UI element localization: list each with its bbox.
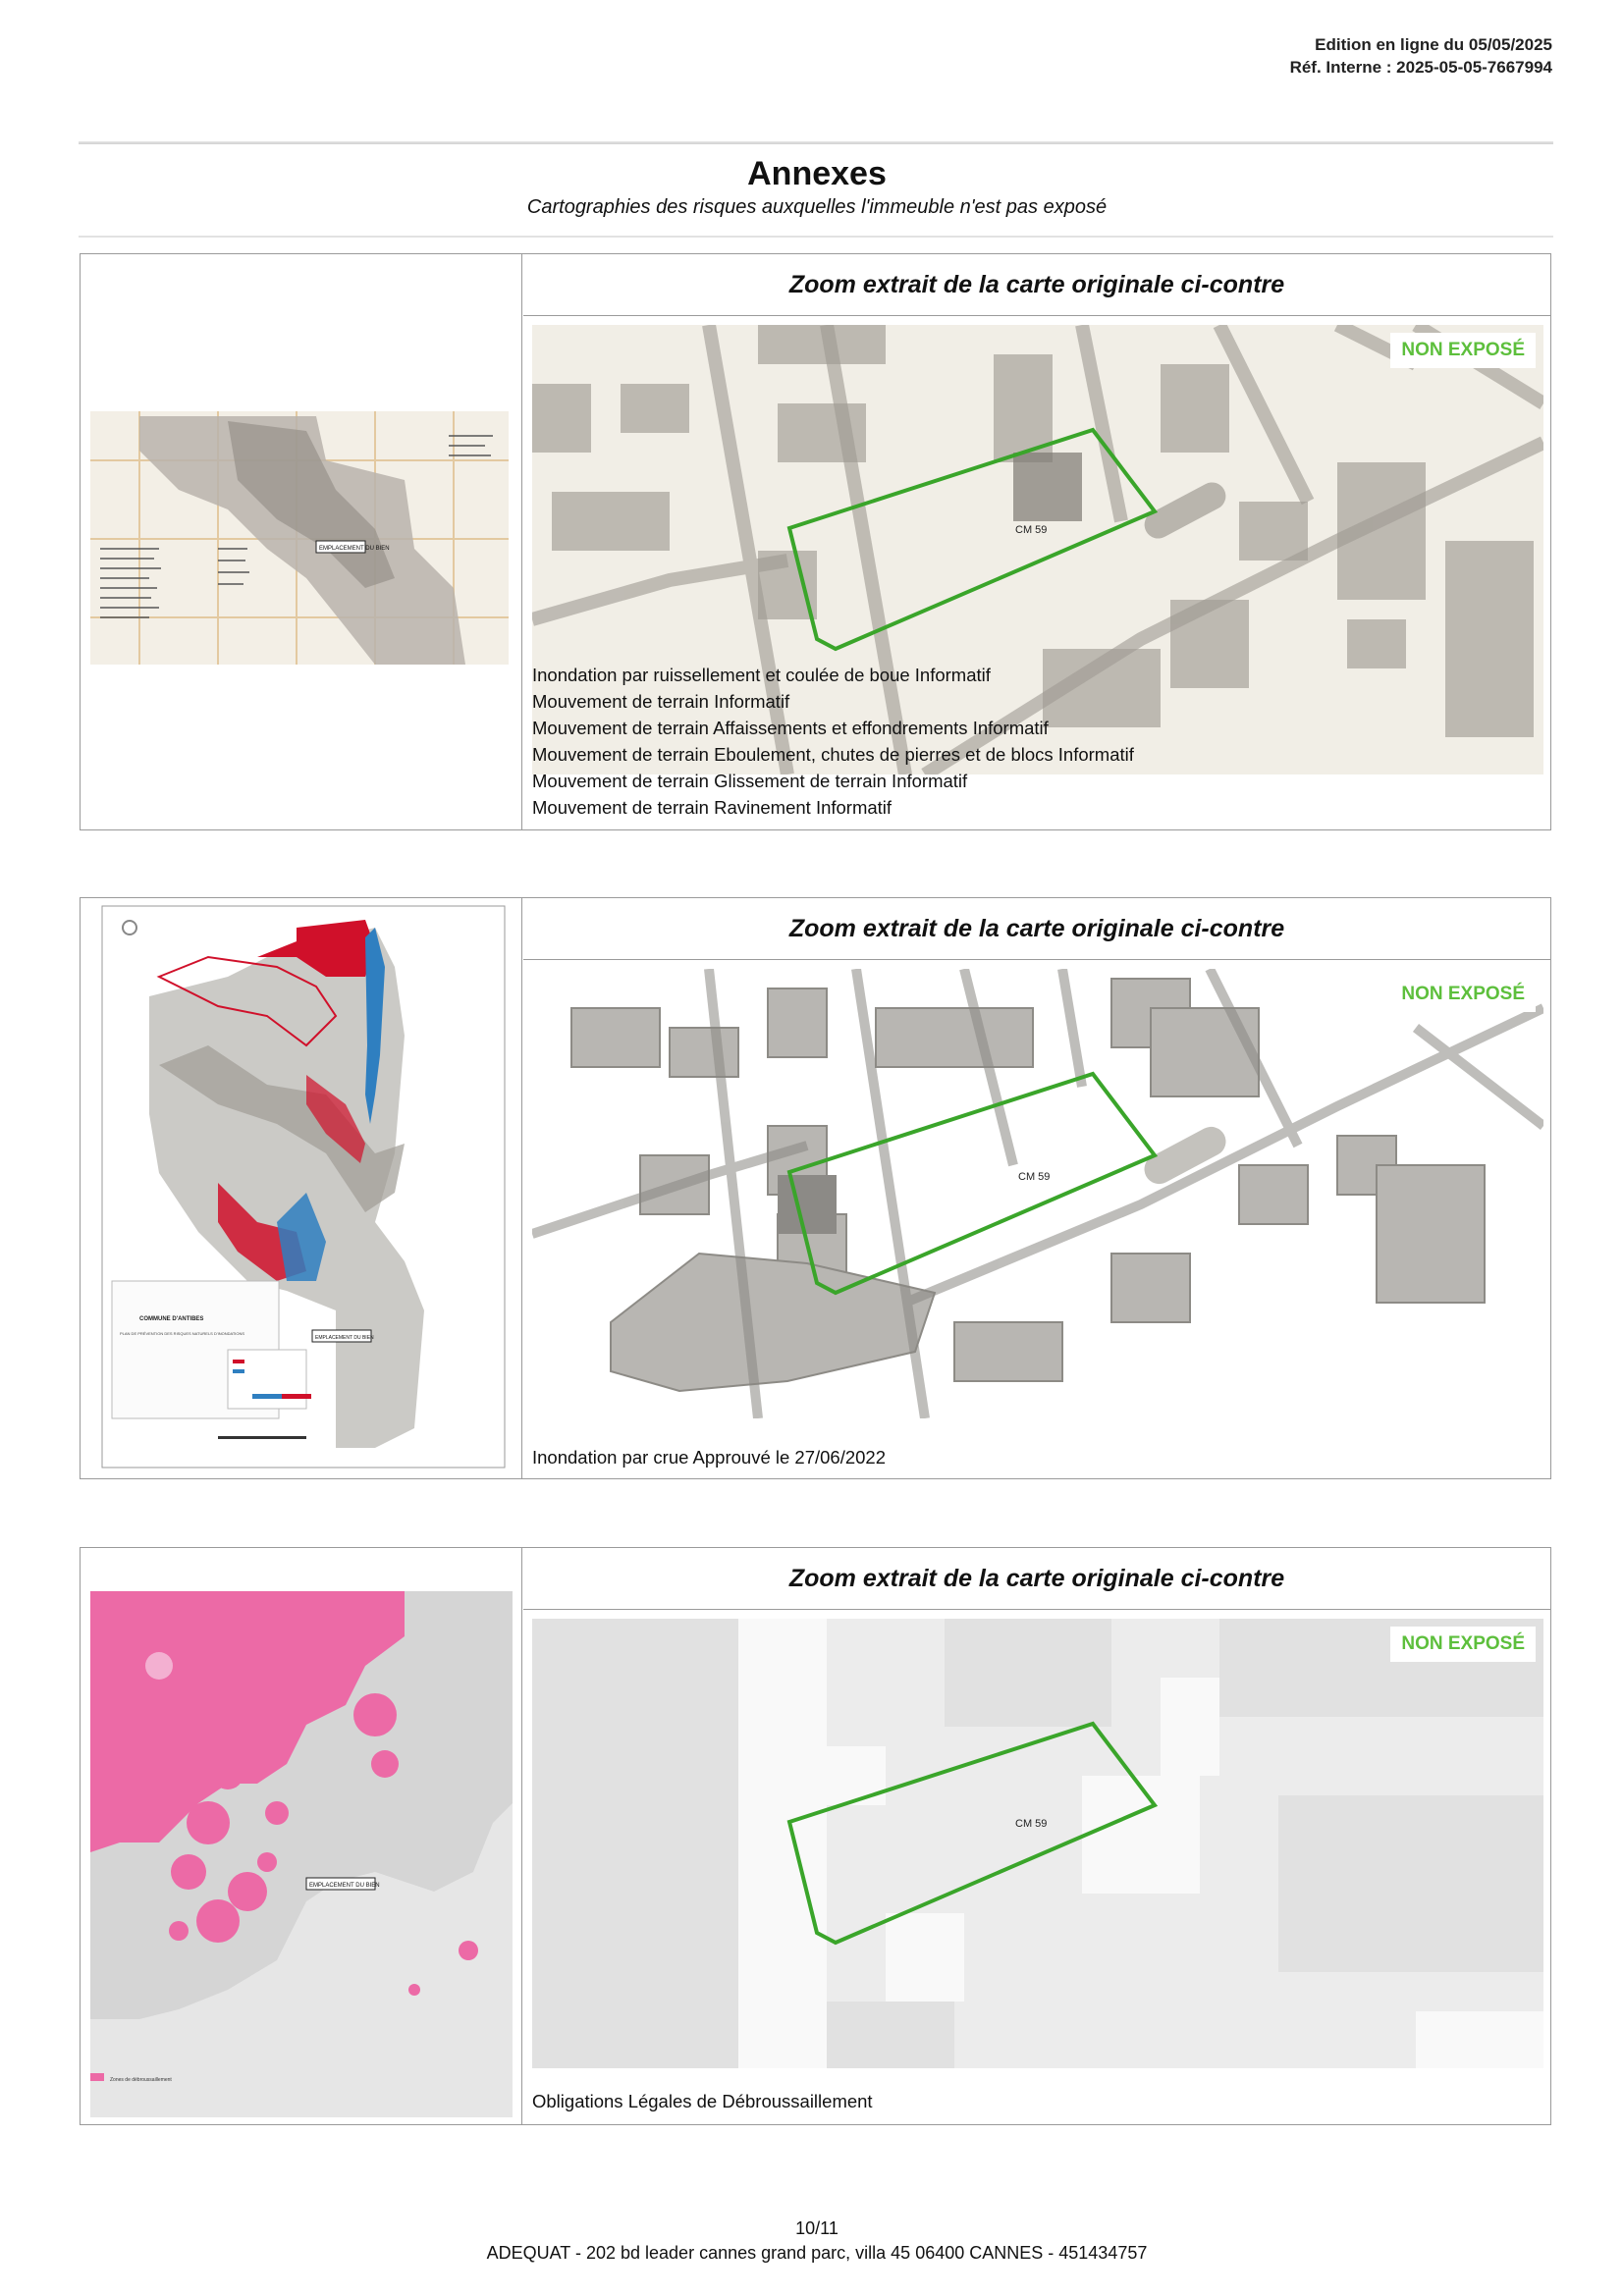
annex-card-1 (80, 253, 1551, 830)
overview-location-label: EMPLACEMENT DU BIEN (309, 1883, 380, 1889)
risk-item: Mouvement de terrain Eboulement, chutes de pierres et de blocs Informatif (532, 744, 1134, 765)
overview-plan-subtitle: PLAN DE PRÉVENTION DES RISQUES NATURELS D'INONDATIONS (120, 1331, 245, 1336)
annex-card-3 (80, 1547, 1551, 2125)
zoom-map-panel (532, 969, 1543, 1418)
overview-map-image[interactable] (81, 254, 520, 829)
edition-date: Edition en ligne du 05/05/2025 (1315, 35, 1552, 54)
risk-item: Mouvement de terrain Informatif (532, 691, 790, 712)
parcel-label: CM 59 (1015, 524, 1048, 536)
overview-map-image[interactable] (81, 898, 520, 1478)
non-expose-badge: NON EXPOSÉ (1390, 333, 1536, 368)
zoom-title: Zoom extrait de la carte originale ci-contre (523, 1548, 1550, 1610)
zoom-map-image[interactable] (532, 969, 1543, 1418)
overview-legend-label: Zones de débroussaillement (110, 2077, 172, 2083)
risk-item: Inondation par ruissellement et coulée de boue Informatif (532, 665, 991, 685)
overview-location-label: EMPLACEMENT DU BIEN (315, 1335, 374, 1341)
parcel-label: CM 59 (1018, 1171, 1051, 1183)
internal-reference: Réf. Interne : 2025-05-05-7667994 (1289, 58, 1552, 77)
risk-item: Mouvement de terrain Affaissements et effondrements Informatif (532, 718, 1049, 738)
risk-list (532, 2088, 873, 2114)
zoom-title: Zoom extrait de la carte originale ci-contre (523, 898, 1550, 960)
company-address: ADEQUAT - 202 bd leader cannes grand parc, villa 45 06400 CANNES - 451434757 (486, 2243, 1148, 2263)
non-expose-badge: NON EXPOSÉ (1390, 1627, 1536, 1662)
zoom-map-image[interactable] (532, 1619, 1543, 2068)
header-divider (79, 141, 1553, 144)
risk-item: Inondation par crue Approuvé le 27/06/2022 (532, 1447, 887, 1468)
overview-map-panel (81, 1548, 522, 2124)
edition-header (1290, 33, 1552, 79)
risk-item: Obligations Légales de Débroussaillement (532, 2091, 873, 2111)
overview-map-panel (81, 254, 522, 829)
page-subtitle: Cartographies des risques auxquelles l'immeuble n'est pas exposé (526, 196, 1108, 218)
non-expose-badge: NON EXPOSÉ (1390, 977, 1536, 1012)
parcel-label: CM 59 (1015, 1818, 1048, 1830)
zoom-map-panel (532, 1619, 1543, 2068)
overview-map-image[interactable] (81, 1548, 520, 2124)
risk-list (532, 662, 1134, 821)
zoom-title: Zoom extrait de la carte originale ci-contre (523, 254, 1550, 316)
page-number: 10/11 (795, 2218, 839, 2238)
overview-commune-title: COMMUNE D'ANTIBES (139, 1316, 204, 1322)
risk-list (532, 1444, 886, 1470)
risk-item: Mouvement de terrain Glissement de terrain Informatif (532, 771, 968, 791)
page-title: Annexes (747, 155, 887, 192)
overview-map-panel (81, 898, 522, 1478)
subtitle-divider (79, 236, 1553, 238)
risk-item: Mouvement de terrain Ravinement Informatif (532, 797, 893, 818)
overview-location-label: EMPLACEMENT DU BIEN (319, 546, 390, 552)
annex-card-2 (80, 897, 1551, 1479)
